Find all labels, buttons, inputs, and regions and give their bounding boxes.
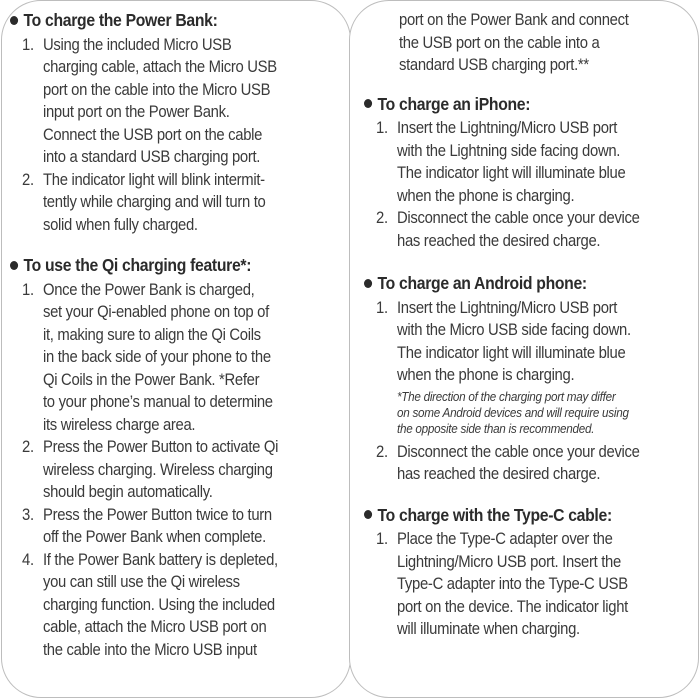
list-item-number: 3.: [22, 505, 34, 524]
list-item-text-line: The indicator light will illuminate blue: [397, 164, 626, 182]
section-heading-text: To charge with the Type-C cable:: [377, 504, 612, 525]
list-item-text-line: has reached the desired charge.: [397, 465, 601, 483]
right-instruction-panel: [349, 0, 699, 698]
list-item-number: 1.: [22, 35, 34, 54]
list-item-text-line: in the back side of your phone to the: [43, 348, 271, 366]
list-item-text-line: port on the cable into the Micro USB: [43, 80, 271, 99]
list-item-text-line: should begin automatically.: [43, 483, 213, 501]
list-item-text-line: charging function. Using the included: [43, 595, 275, 614]
list-item-text-line: cable, attach the Micro USB port on: [43, 618, 267, 636]
list-item-text-line: with the Micro USB side facing down.: [397, 321, 631, 339]
section-heading-text: To use the Qi charging feature*:: [23, 255, 252, 275]
list-item-text-line: Insert the Lightning/Micro USB port: [397, 298, 618, 317]
list-item-text-line: Disconnect the cable once your device: [397, 209, 640, 227]
list-item-number: 2.: [376, 209, 388, 227]
list-item-text-line: tently while charging and will turn to: [43, 193, 266, 211]
list-item-text-line: wireless charging. Wireless charging: [43, 460, 273, 479]
list-item-number: 2.: [376, 442, 388, 461]
footnote-line: the opposite side than is recommended.: [397, 420, 595, 436]
list-item-number: 1.: [22, 280, 34, 299]
list-item-text-line: it, making sure to align the Qi Coils: [43, 325, 261, 344]
continued-text-line: the USB port on the cable into a: [399, 33, 600, 52]
list-item-text-line: If the Power Bank battery is depleted,: [43, 550, 278, 569]
list-item-text-line: The indicator light will illuminate blue: [397, 343, 626, 362]
list-item-text-line: off the Power Bank when complete.: [43, 528, 266, 546]
bullet-icon: [364, 279, 372, 288]
section-heading-text: To charge an Android phone:: [377, 273, 587, 293]
list-item-text-line: Disconnect the cable once your device: [397, 442, 640, 461]
list-item-number: 2.: [22, 438, 34, 456]
list-item-text-line: you can still use the Qi wireless: [43, 573, 240, 591]
footnote-line: *The direction of the charging port may differ: [397, 388, 616, 404]
list-item-text-line: Insert the Lightning/Micro USB port: [397, 119, 618, 137]
list-item-text-line: Type-C adapter into the Type-C USB: [397, 575, 628, 593]
section-heading: [10, 254, 251, 277]
list-item-text-line: to your phone’s manual to determine: [43, 393, 273, 411]
section-heading-text: To charge the Power Bank:: [23, 10, 218, 30]
continued-text-line: port on the Power Bank and connect: [399, 11, 629, 29]
list-item-text-line: when the phone is charging.: [397, 366, 575, 384]
list-item-text-line: into a standard USB charging port.: [43, 148, 261, 166]
list-item-text-line: its wireless charge area.: [43, 415, 196, 434]
bullet-icon: [10, 261, 18, 270]
section-heading: [364, 93, 530, 116]
list-item-text-line: The indicator light will blink intermit-: [43, 170, 265, 189]
list-item-text-line: the cable into the Micro USB input: [43, 640, 257, 659]
list-item-text-line: will illuminate when charging.: [397, 620, 580, 638]
footnote-line: on some Android devices and will require using: [397, 404, 629, 420]
list-item-text-line: Press the Power Button to activate Qi: [43, 438, 279, 456]
list-item-text-line: Connect the USB port on the cable: [43, 125, 263, 144]
list-item-text-line: input port on the Power Bank.: [43, 103, 230, 121]
list-item-text-line: Qi Coils in the Power Bank. *Refer: [43, 370, 260, 389]
bullet-icon: [10, 16, 18, 25]
list-item-number: 1.: [376, 530, 388, 548]
list-item-text-line: solid when fully charged.: [43, 215, 198, 234]
list-item-text-line: with the Lightning side facing down.: [397, 141, 621, 160]
list-item-text-line: set your Qi-enabled phone on top of: [43, 303, 269, 321]
bullet-icon: [364, 99, 372, 108]
section-heading: [10, 9, 218, 32]
list-item-text-line: charging cable, attach the Micro USB: [43, 58, 277, 76]
list-item-number: 1.: [376, 298, 388, 317]
list-item-text-line: Press the Power Button twice to turn: [43, 505, 272, 524]
list-item-number: 4.: [22, 550, 34, 569]
list-item-number: 2.: [22, 170, 34, 189]
left-instruction-panel: [1, 0, 351, 698]
section-heading-text: To charge an iPhone:: [377, 93, 531, 114]
list-item-text-line: has reached the desired charge.: [397, 231, 601, 250]
list-item-text-line: Once the Power Bank is charged,: [43, 280, 255, 299]
section-heading: [364, 272, 587, 295]
list-item-text-line: Using the included Micro USB: [43, 35, 232, 54]
continued-text-line: standard USB charging port.**: [399, 56, 589, 74]
bullet-icon: [364, 510, 372, 519]
list-item-text-line: Lightning/Micro USB port. Insert the: [397, 552, 621, 571]
section-heading: [364, 504, 612, 527]
list-item-number: 1.: [376, 119, 388, 137]
list-item-text-line: port on the device. The indicator light: [397, 597, 628, 616]
list-item-text-line: Place the Type-C adapter over the: [397, 530, 613, 548]
list-item-text-line: when the phone is charging.: [397, 186, 575, 205]
